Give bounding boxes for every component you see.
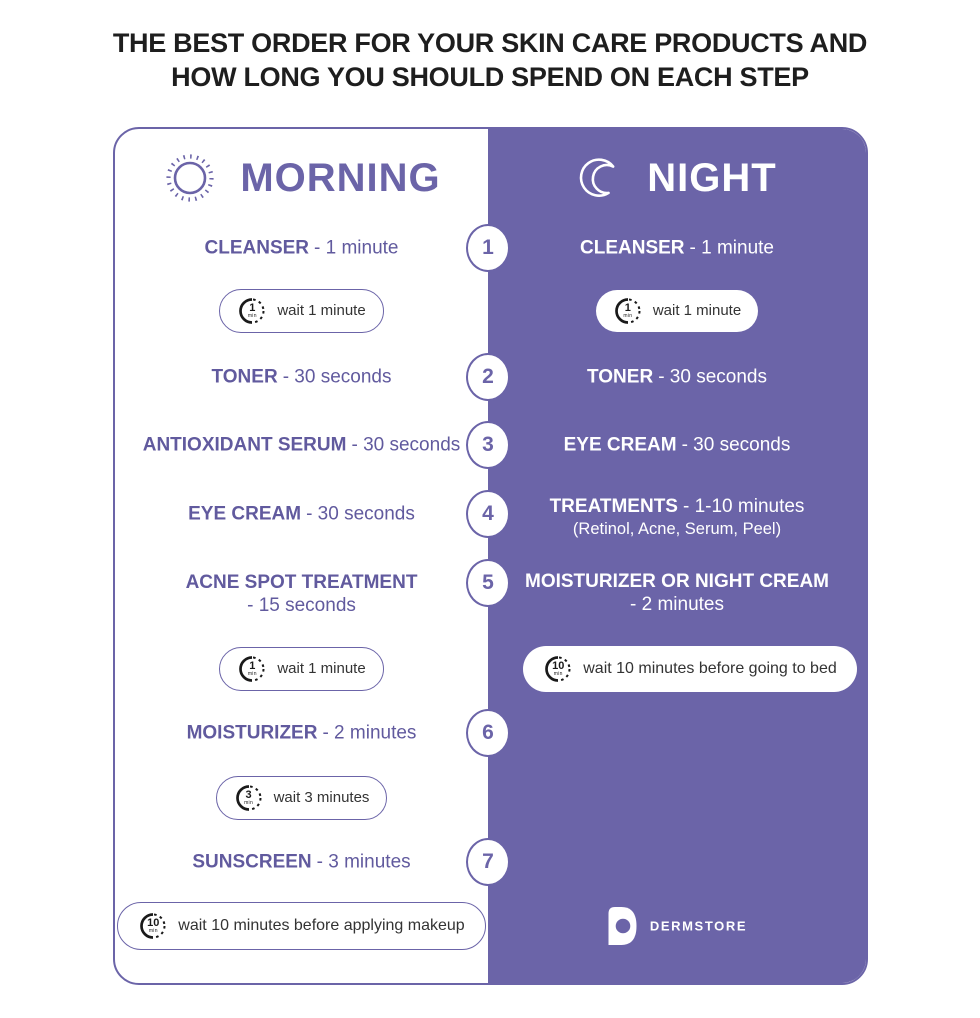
timer-value: 1 <box>249 302 256 314</box>
step-number-3: 3 <box>466 421 510 469</box>
step-number-2: 2 <box>466 353 510 401</box>
step-duration: - 2 minutes <box>630 594 724 615</box>
timer-unit: min <box>623 313 633 319</box>
page-title <box>0 26 980 94</box>
step-number-4: 4 <box>466 490 510 538</box>
wait-label: wait 10 minutes before applying makeup <box>178 917 465 934</box>
step-duration: - 30 seconds <box>658 366 767 388</box>
timer-unit: min <box>247 313 257 319</box>
wait-label: wait 1 minute <box>652 302 742 319</box>
step-number-6: 6 <box>466 709 510 757</box>
morning-wait-after-moisturizer <box>115 776 488 820</box>
timer-value: 10 <box>147 917 160 929</box>
page-title-line1: THE BEST ORDER FOR YOUR SKIN CARE PRODUCTS AND <box>112 28 868 58</box>
timer-unit: min <box>553 671 563 677</box>
brand-wordmark: DERMSTORE <box>649 918 748 934</box>
morning-header-label: MORNING <box>240 155 441 200</box>
step-product: TONER <box>211 366 278 388</box>
step-product: MOISTURIZER <box>186 722 318 744</box>
timer-value: 10 <box>552 660 565 672</box>
step-product: EYE CREAM <box>188 503 302 525</box>
step-product: EYE CREAM <box>563 434 677 456</box>
timer-unit: min <box>244 800 254 806</box>
timer-value: 1 <box>624 302 631 314</box>
timer-icon <box>234 783 264 813</box>
wait-label: wait 3 minutes <box>273 789 370 806</box>
night-step-cleanser <box>488 237 866 260</box>
dermstore-logo <box>488 906 866 947</box>
timer-icon <box>237 654 267 684</box>
night-step-moisturizer-or-night-cream <box>488 570 866 616</box>
step-product: MOISTURIZER OR NIGHT CREAM <box>525 571 829 592</box>
morning-step-toner <box>115 366 488 389</box>
step-duration: - 30 seconds <box>282 366 392 388</box>
step-duration: - 2 minutes <box>322 722 417 744</box>
timer-icon <box>613 296 643 326</box>
timer-value: 3 <box>245 789 252 801</box>
step-number-7: 7 <box>466 838 510 886</box>
wait-pill <box>523 646 857 692</box>
morning-wait-after-sunscreen <box>115 902 488 950</box>
step-duration: - 30 seconds <box>306 503 415 525</box>
night-wait-after-cleanser <box>488 290 866 332</box>
wait-pill <box>117 902 485 950</box>
step-product: SUNSCREEN <box>192 851 312 873</box>
step-duration: - 30 seconds <box>681 434 791 456</box>
morning-step-moisturizer <box>115 722 488 745</box>
step-duration: - 1-10 minutes <box>682 496 805 517</box>
sun-icon <box>162 150 218 206</box>
step-duration: - 1 minute <box>689 237 774 259</box>
timer-icon <box>237 296 267 326</box>
wait-pill <box>216 776 388 820</box>
step-detail: (Retinol, Acne, Serum, Peel) <box>572 520 782 538</box>
night-wait-before-bed <box>488 646 866 692</box>
step-number-1: 1 <box>466 224 510 272</box>
step-duration: - 1 minute <box>314 237 399 259</box>
timer-value: 1 <box>249 660 256 672</box>
step-product: TREATMENTS <box>549 496 678 517</box>
step-number-5: 5 <box>466 559 510 607</box>
dermstore-d-mark-icon <box>607 906 638 947</box>
morning-step-antioxidant-serum <box>115 434 488 457</box>
wait-pill <box>596 290 758 332</box>
morning-step-eye-cream <box>115 503 488 526</box>
step-product: TONER <box>587 366 654 388</box>
morning-step-acne-spot-treatment <box>115 571 488 617</box>
step-duration: - 3 minutes <box>316 851 411 873</box>
moon-icon <box>577 154 625 202</box>
morning-wait-after-acne-treatment <box>115 647 488 691</box>
night-step-toner <box>488 366 866 389</box>
wait-label: wait 1 minute <box>277 660 366 677</box>
wait-pill <box>219 647 383 691</box>
morning-step-sunscreen <box>115 851 488 874</box>
morning-step-cleanser <box>115 237 488 260</box>
morning-header <box>115 150 488 206</box>
night-step-eye-cream <box>488 434 866 457</box>
step-product: CLEANSER <box>204 237 310 259</box>
timer-unit: min <box>148 928 158 934</box>
night-step-treatments <box>488 495 866 539</box>
timer-unit: min <box>247 671 257 677</box>
wait-label: wait 10 minutes before going to bed <box>583 660 837 677</box>
timer-icon <box>543 654 573 684</box>
wait-label: wait 1 minute <box>277 302 366 319</box>
night-header-label: NIGHT <box>647 155 777 200</box>
step-duration: - 15 seconds <box>247 595 356 616</box>
step-duration: - 30 seconds <box>351 434 461 456</box>
step-product: ANTIOXIDANT SERUM <box>142 434 347 456</box>
timer-icon <box>138 911 168 941</box>
wait-pill <box>219 289 383 333</box>
routine-card <box>113 127 868 985</box>
morning-wait-after-cleanser <box>115 289 488 333</box>
step-product: CLEANSER <box>580 237 685 259</box>
page-title-line2: HOW LONG YOU SHOULD SPEND ON EACH STEP <box>171 62 809 92</box>
step-product: ACNE SPOT TREATMENT <box>185 572 418 593</box>
night-header <box>488 154 866 202</box>
